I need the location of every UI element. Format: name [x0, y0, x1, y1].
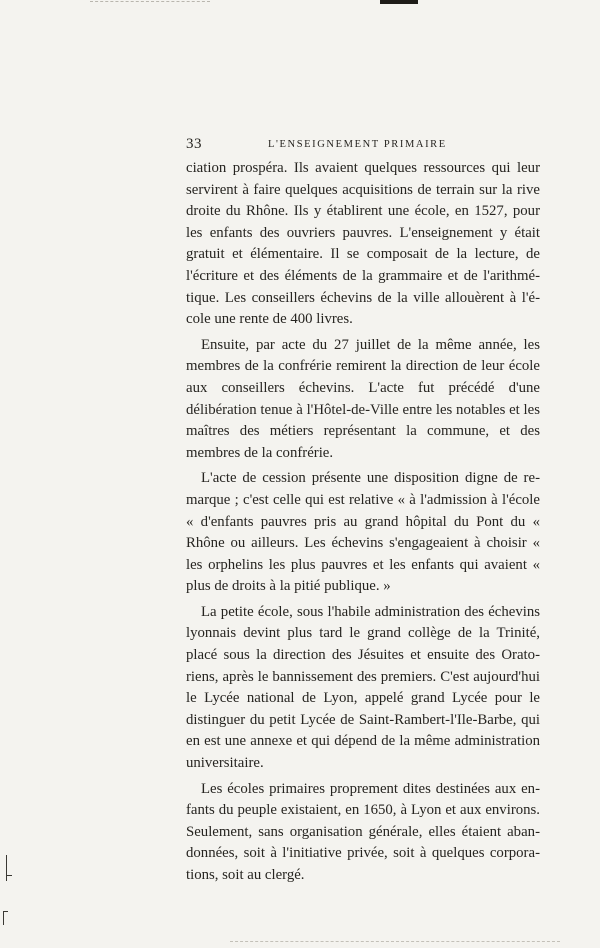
body-text	[186, 158, 540, 891]
scan-top-edge	[90, 1, 210, 4]
page-number: 33	[186, 136, 202, 152]
running-title: L'ENSEIGNEMENT PRIMAIRE	[268, 139, 447, 150]
running-head	[186, 136, 540, 158]
scan-bottom-edge	[230, 941, 560, 944]
paragraph: L'acte de cession présente une disposition digne de remarque ; c'est celle qui est relative « à l'admission à l'école « d'enfants pauvres pris au grand hôpital du Pont du « Rhône ou ailleurs. Les échevins s'engageaient à choisir « les orphelins les plus pauvres et les enfants qui avaient « plus de droits à la pitié publique. »	[186, 470, 540, 595]
paragraph: Ensuite, par acte du 27 juillet de la même année, les membres de la confrérie remirent la direction de leur école aux conseillers échevins. L'acte fut précédé d'une délibération tenue à l'Hôtel-de-Ville entre les notables et les maîtres des métiers représentant la commune, et des membres de la confrérie.	[186, 336, 540, 461]
margin-tick	[6, 855, 7, 881]
paragraph: La petite école, sous l'habile administration des échevins lyonnais devint plus tard le grand collège de la Trinité, placé sous la direction des Jésuites et ensuite des Oratoriens, après le bannissement des premiers. C'est aujourd'hui le Lycée national de Lyon, appelé grand Lycée pour le distinguer du petit Lycée de Saint-Rambert-l'Ile-Barbe, qui en est une annexe et qui dépend de la même administration universitaire.	[186, 603, 540, 772]
scan-margin-marks	[0, 855, 14, 935]
margin-tick	[3, 911, 4, 925]
paragraph: Les écoles primaires proprement dites destinées aux enfants du peuple existaient, en 1650, à Lyon et aux environs. Seulement, sans organisation générale, elles étaient abandonnées, soit à l'initiative privée, soit à quelques corporations, soit au clergé.	[186, 780, 540, 883]
margin-tick	[3, 911, 8, 912]
scan-top-mark	[380, 0, 418, 4]
margin-tick	[6, 875, 12, 876]
paragraph: ciation prospéra. Ils avaient quelques ressources qui leur servirent à faire quelques acquisitions de terrain sur la rive droite du Rhône. Ils y établirent une école, en 1527, pour les enfants des ouvriers pauvres. L'enseignement y était gratuit et élémentaire. Il se composait de la lecture, de l'écriture et des éléments de la grammaire et de l'arithmétique. Les conseillers échevins de la ville allouèrent à l'école une rente de 400 livres.	[186, 160, 540, 328]
